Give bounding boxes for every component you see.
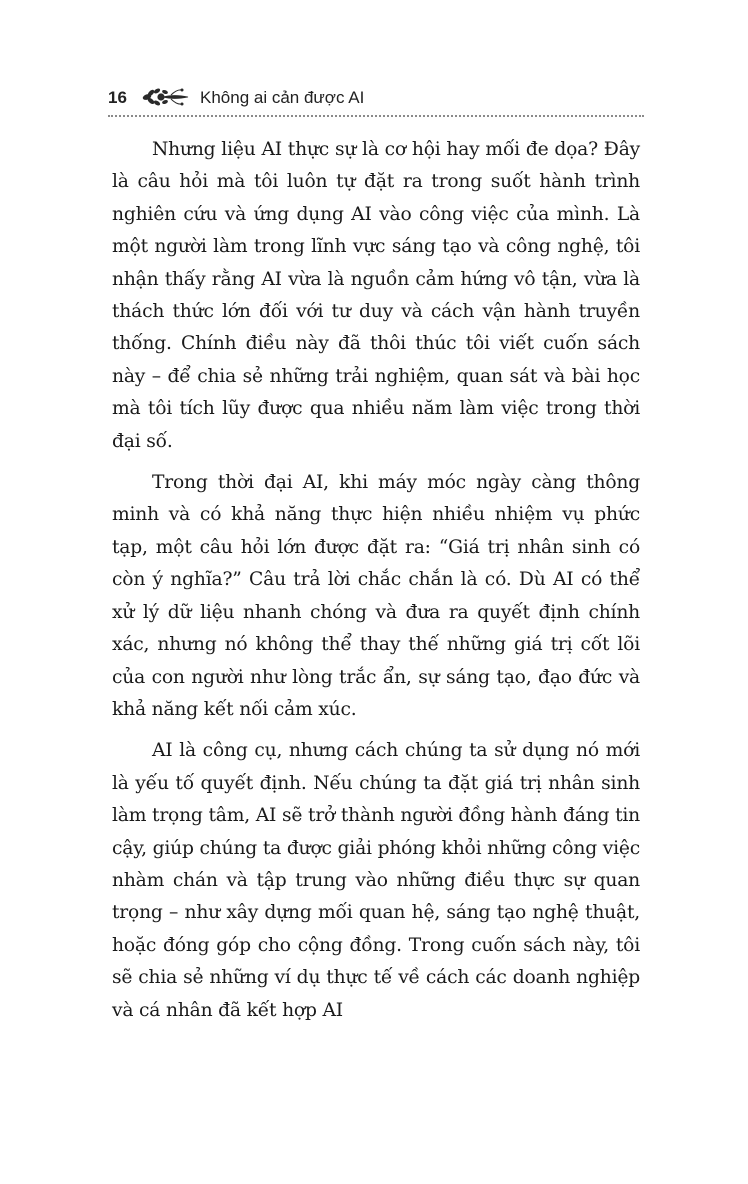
paragraph-1: Nhưng liệu AI thực sự là cơ hội hay mối đe dọa? Đây là câu hỏi mà tôi luôn tự đặt ra trong suốt hành trình nghiên cứu và ứng dụng AI vào công việc của mình. Là một người làm trong lĩnh vực sáng tạo và công nghệ, tôi nhận thấy rằng AI vừa là nguồn cảm hứng vô tận, vừa là thách thức lớn đối với tư duy và cách vận hành truyền thống. Chính điều này đã thôi thúc tôi viết cuốn sách này – để chia sẻ những trải nghiệm, quan sát và bài học mà tôi tích lũy được qua nhiều năm làm việc trong thời đại số. (112, 139, 640, 452)
paragraph-2: Trong thời đại AI, khi máy móc ngày càng thông minh và có khả năng thực hiện nhiều nhiệm vụ phức tạp, một câu hỏi lớn được đặt ra: “Giá trị nhân sinh có còn ý nghĩa?” Câu trả lời chắc chắn là có. Dù AI có thể xử lý dữ liệu nhanh chóng và đưa ra quyết định chính xác, nhưng nó không thể thay thế những giá trị cốt lõi của con người như lòng trắc ẩn, sự sáng tạo, đạo đức và khả năng kết nối cảm xúc. (112, 472, 640, 720)
page-header (108, 84, 644, 116)
body-text (112, 134, 640, 1036)
page-number: 16 (108, 88, 127, 107)
running-title: Không ai cản được AI (200, 88, 365, 107)
floral-ornament-icon (141, 86, 191, 108)
paragraph-3: AI là công cụ, nhưng cách chúng ta sử dụng nó mới là yếu tố quyết định. Nếu chúng ta đặt giá trị nhân sinh làm trọng tâm, AI sẽ trở thành người đồng hành đáng tin cậy, giúp chúng ta được giải phóng khỏi những công việc nhàm chán và tập trung vào những điều thực sự quan trọng – như xây dựng mối quan hệ, sáng tạo nghệ thuật, hoặc đóng góp cho cộng đồng. Trong cuốn sách này, tôi sẽ chia sẻ những ví dụ thực tế về cách các doanh nghiệp và cá nhân đã kết hợp AI (112, 740, 640, 1021)
header-dotted-rule (108, 115, 644, 117)
